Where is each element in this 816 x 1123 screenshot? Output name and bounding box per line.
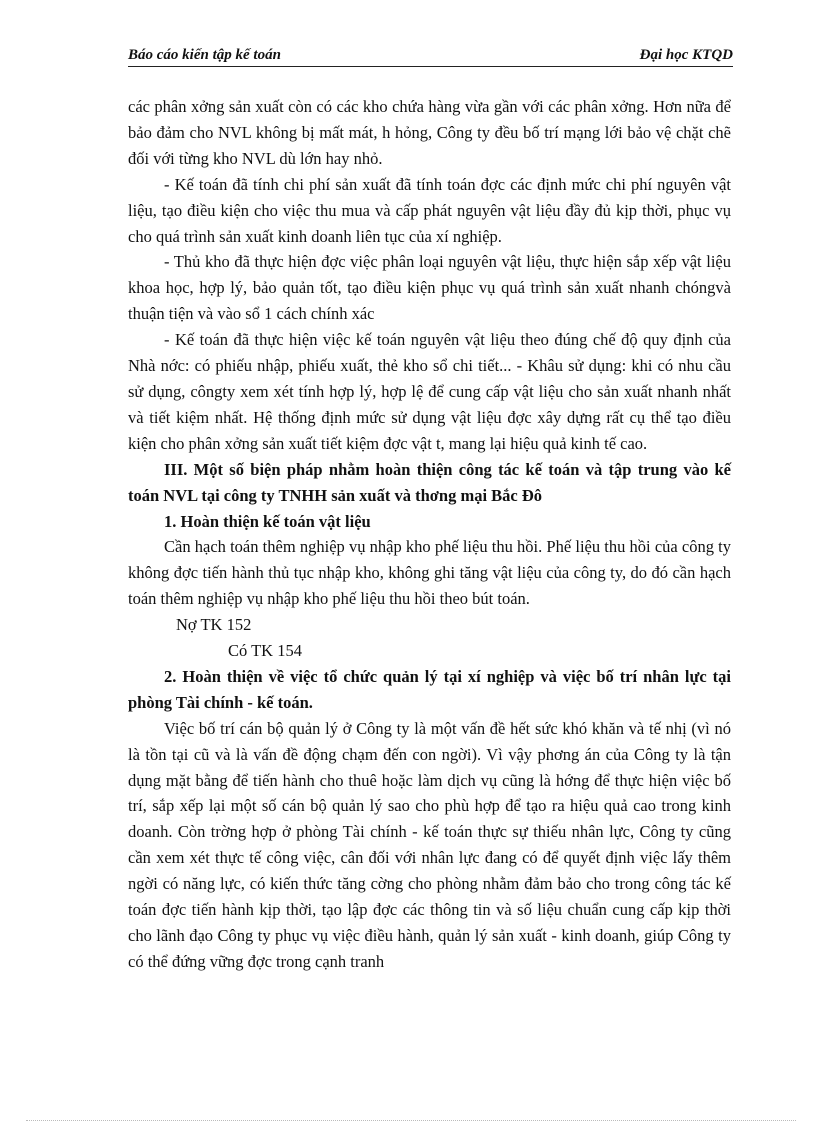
header-right-title: Đại học KTQD (639, 47, 733, 63)
paragraph-storekeeper: - Thủ kho đã thực hiện đợc việc phân loại nguyên vật liệu, thực hiện sắp xếp vật liệu khoa học, hợp lý, bảo quản tốt, tạo điều kiện phục vụ quá trình sản xuất nhanh chóngvà thuận tiện và vào sổ 1 cách chính xác (128, 252, 731, 324)
page-bottom-border (26, 1120, 796, 1121)
header-left-title: Báo cáo kiến tập kế toán (128, 47, 281, 63)
section-heading-iii: III. Một số biện pháp nhằm hoàn thiện công tác kế toán và tập trung vào kế toán NVL tại công ty TNHH sản xuất và thơng mại Bắc Đô (128, 459, 731, 505)
document-body (128, 94, 731, 975)
header-rule (128, 66, 733, 67)
journal-credit-line: Có TK 154 (228, 641, 302, 661)
paragraph-continuation: các phân xởng sản xuất còn có các kho chứa hàng vừa gần với các phân xởng. Hơn nữa để bảo đảm cho NVL không bị mất mát, h hỏng, Công ty đều bố trí mạng lới bảo vệ chặt chẽ đối với từng kho NVL dù lớn hay nhỏ. (128, 97, 731, 168)
subheading-2: 2. Hoàn thiện về việc tổ chức quản lý tại xí nghiệp và việc bố trí nhân lực tại phòng Tài chính - kế toán. (128, 666, 731, 712)
journal-debit-line: Nợ TK 152 (176, 615, 252, 635)
paragraph-cost-accounting: - Kế toán đã tính chi phí sản xuất đã tính toán đợc các định mức chi phí nguyên vật liệu, tạo điều kiện cho việc thu mua và cấp phát nguyên vật liệu đầy đủ kịp thời, phục vụ cho quá trình sản xuất kinh doanh liên tục của xí nghiệp. (128, 174, 731, 246)
paragraph-scrap-recovery: Cần hạch toán thêm nghiệp vụ nhập kho phế liệu thu hồi. Phế liệu thu hồi của công ty không đợc tiến hành thủ tục nhập kho, không ghi tăng vật liệu của công ty, do đó cần hạch toán thêm nghiệp vụ nhập kho phế liệu thu hồi theo bút toán. (128, 537, 731, 609)
subheading-1: 1. Hoàn thiện kế toán vật liệu (164, 511, 371, 531)
page-header (128, 47, 733, 69)
paragraph-material-accounting: - Kế toán đã thực hiện việc kế toán nguyên vật liệu theo đúng chế độ quy định của Nhà nớc: có phiếu nhập, phiếu xuất, thẻ kho sổ chi tiết... - Khâu sử dụng: khi có nhu cầu sử dụng, côngty xem xét tính hợp lý, hợp lệ để cung cấp vật liệu cho sản xuất nhanh nhất và tiết kiệm nhất. Hệ thống định mức sử dụng vật liệu đợc xây dựng rất cụ thể tạo điều kiện cho phân xởng sản xuất tiết kiệm đợc vật t, mang lại hiệu quả kinh tế cao. (128, 330, 731, 453)
paragraph-management: Việc bố trí cán bộ quản lý ở Công ty là một vấn đề hết sức khó khăn và tế nhị (vì nó là tồn tại cũ và là vấn đề động chạm đến con ngời). Vì vậy phơng án của Công ty là tận dụng mặt bằng để tiến hành cho thuê hoặc làm dịch vụ cũng là hớng để thực hiện việc bố trí, sắp xếp lại một số cán bộ quản lý sao cho phù hợp để tạo ra hiệu quả cao trong kinh doanh. Còn trờng hợp ở phòng Tài chính - kế toán thực sự thiếu nhân lực, Công ty cũng cần xem xét thực tế công việc, cân đối với nhân lực đang có để quyết định việc lấy thêm ngời có năng lực, có kiến thức tăng cờng cho phòng nhằm đảm bảo cho trong công tác kế toán đợc tiến hành kịp thời, tạo lập đợc các thông tin và số liệu chuẩn cung cấp kịp thời cho lãnh đạo Công ty phục vụ việc điều hành, quản lý sản xuất - kinh doanh, giúp Công ty có thể đứng vững đợc trong cạnh tranh (128, 718, 731, 971)
